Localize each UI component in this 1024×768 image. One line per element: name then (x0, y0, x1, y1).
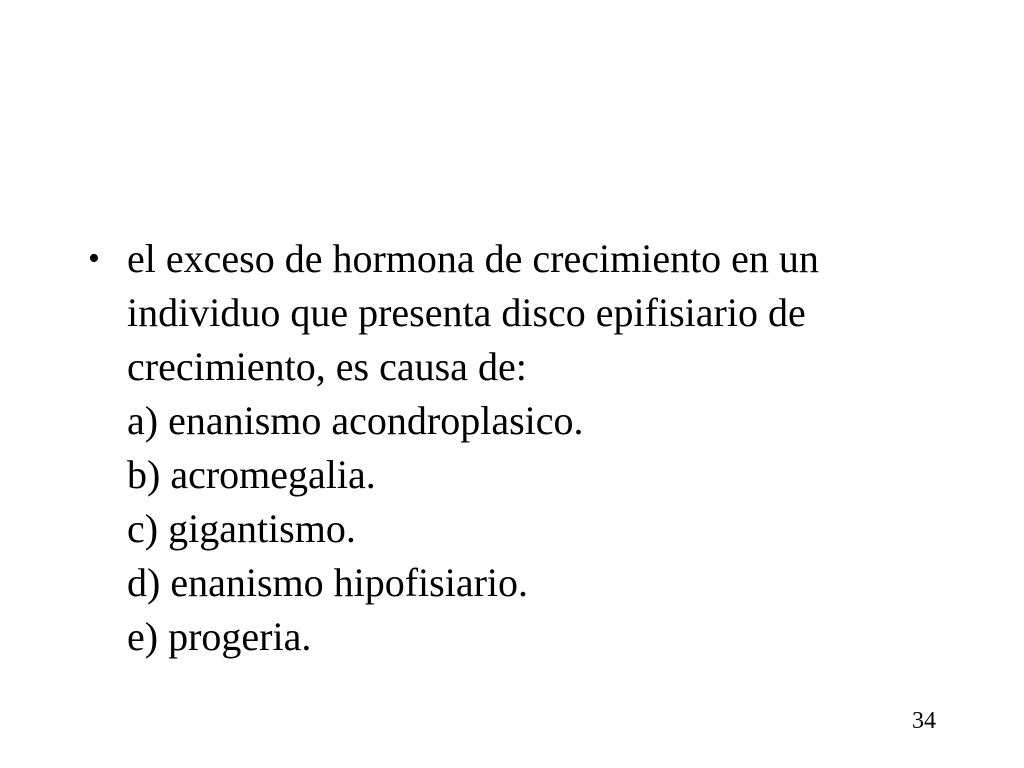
slide-number: 34 (912, 708, 936, 734)
option-d: d) enanismo hipofisiario. (127, 560, 529, 605)
option-b: b) acromegalia. (127, 452, 376, 497)
question-bullet-item (88, 232, 988, 664)
question-line-3: crecimiento, es causa de: (127, 344, 527, 389)
bullet-icon: • (88, 240, 100, 277)
option-a: a) enanismo acondroplasico. (127, 398, 584, 443)
slide-body (88, 232, 988, 664)
question-line-1: el exceso de hormona de crecimiento en un (127, 236, 819, 281)
option-e: e) progeria. (127, 614, 312, 659)
option-c: c) gigantismo. (127, 506, 356, 551)
question-line-2: individuo que presenta disco epifisiario de (127, 290, 806, 335)
